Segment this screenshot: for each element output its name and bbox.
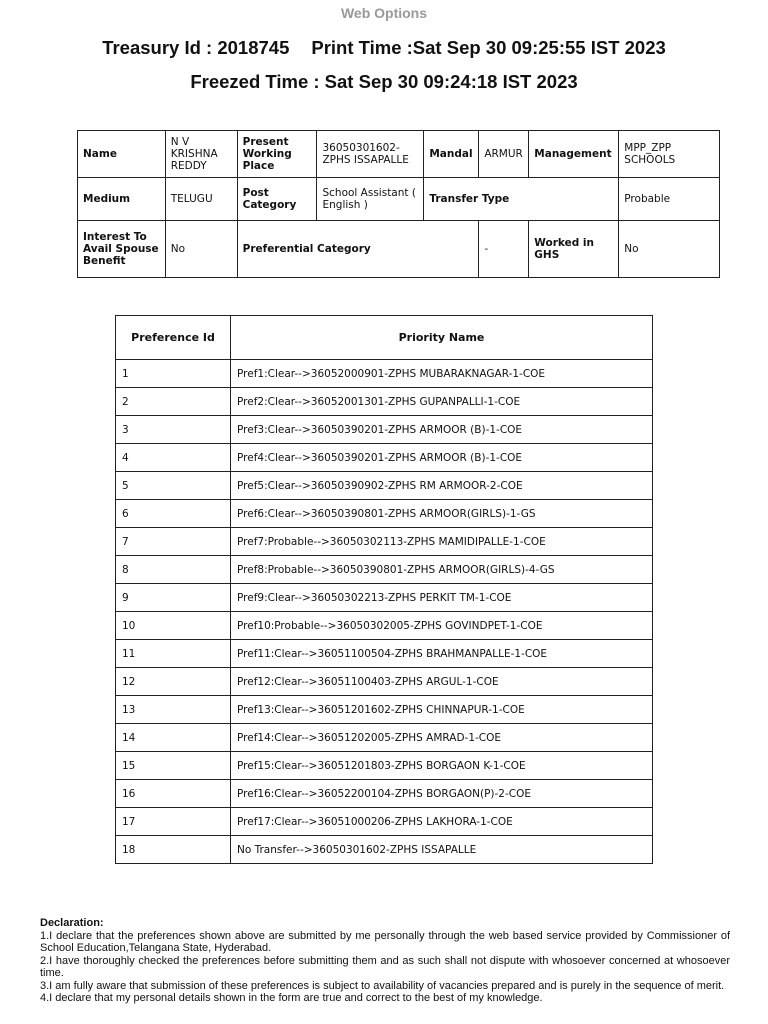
mandal-label: Mandal — [424, 131, 479, 178]
name-label: Name — [78, 131, 166, 178]
spouse-benefit-label: Interest To Avail Spouse Benefit — [78, 221, 166, 278]
worked-in-ghs-label: Worked in GHS — [529, 221, 619, 278]
transfer-type-value: Probable — [619, 178, 720, 221]
preferences-table — [115, 315, 653, 864]
table-row — [116, 780, 653, 808]
table-row — [116, 500, 653, 528]
table-row — [116, 388, 653, 416]
priority-name: Pref17:Clear-->36051000206-ZPHS LAKHORA-1-COE — [231, 808, 653, 836]
management-value: MPP_ZPP SCHOOLS — [619, 131, 720, 178]
table-row — [116, 724, 653, 752]
present-working-place-value: 36050301602-ZPHS ISSAPALLE — [317, 131, 424, 178]
table-row — [116, 836, 653, 864]
preference-id: 17 — [116, 808, 231, 836]
priority-name: Pref6:Clear-->36050390801-ZPHS ARMOOR(GIRLS)-1-GS — [231, 500, 653, 528]
table-row — [116, 416, 653, 444]
priority-name: Pref15:Clear-->36051201803-ZPHS BORGAON K-1-COE — [231, 752, 653, 780]
employee-info-table — [77, 130, 720, 278]
mandal-value: ARMUR — [479, 131, 529, 178]
management-label: Management — [529, 131, 619, 178]
name-value: N V KRISHNA REDDY — [165, 131, 237, 178]
priority-name-header: Priority Name — [231, 316, 653, 360]
header-line-1 — [0, 37, 768, 59]
present-working-place-label: Present Working Place — [237, 131, 317, 178]
priority-name: Pref7:Probable-->36050302113-ZPHS MAMIDIPALLE-1-COE — [231, 528, 653, 556]
priority-name: Pref4:Clear-->36050390201-ZPHS ARMOOR (B)-1-COE — [231, 444, 653, 472]
declaration-item: 1.I declare that the preferences shown above are submitted by me personally through the web based service provided by Commissioner of School Education,Telangana State, Hyderabad. — [40, 929, 730, 954]
declaration-item: 3.I am fully aware that submission of these preferences is subject to availability of vacancies prepared and is purely in the sequence of merit. — [40, 979, 725, 992]
priority-name: Pref11:Clear-->36051100504-ZPHS BRAHMANPALLE-1-COE — [231, 640, 653, 668]
preference-id: 10 — [116, 612, 231, 640]
preference-id: 7 — [116, 528, 231, 556]
preference-id: 14 — [116, 724, 231, 752]
priority-name: Pref13:Clear-->36051201602-ZPHS CHINNAPUR-1-COE — [231, 696, 653, 724]
medium-value: TELUGU — [165, 178, 237, 221]
priority-name: Pref2:Clear-->36052001301-ZPHS GUPANPALLI-1-COE — [231, 388, 653, 416]
preference-id: 8 — [116, 556, 231, 584]
preference-id: 1 — [116, 360, 231, 388]
preferential-category-label: Preferential Category — [237, 221, 479, 278]
preference-id: 12 — [116, 668, 231, 696]
declaration-section — [40, 917, 730, 1005]
table-row — [116, 360, 653, 388]
preference-id: 13 — [116, 696, 231, 724]
table-row — [116, 668, 653, 696]
table-row — [116, 808, 653, 836]
web-options-link[interactable]: Web Options — [340, 5, 428, 21]
preference-id: 5 — [116, 472, 231, 500]
declaration-item: 4.I declare that my personal details shown in the form are true and correct to the best of my knowledge. — [40, 992, 543, 1004]
treasury-id: Treasury Id : 2018745 — [102, 37, 290, 58]
priority-name: Pref8:Probable-->36050390801-ZPHS ARMOOR(GIRLS)-4-GS — [231, 556, 653, 584]
medium-label: Medium — [78, 178, 166, 221]
priority-name: Pref3:Clear-->36050390201-ZPHS ARMOOR (B)-1-COE — [231, 416, 653, 444]
priority-name: Pref5:Clear-->36050390902-ZPHS RM ARMOOR-2-COE — [231, 472, 653, 500]
priority-name: Pref1:Clear-->36052000901-ZPHS MUBARAKNAGAR-1-COE — [231, 360, 653, 388]
preference-id: 6 — [116, 500, 231, 528]
declaration-heading: Declaration: — [40, 917, 104, 929]
priority-name: Pref16:Clear-->36052200104-ZPHS BORGAON(P)-2-COE — [231, 780, 653, 808]
transfer-type-label: Transfer Type — [424, 178, 619, 221]
table-row — [116, 612, 653, 640]
priority-name: Pref9:Clear-->36050302213-ZPHS PERKIT TM-1-COE — [231, 584, 653, 612]
table-row — [116, 444, 653, 472]
preference-id-header: Preference Id — [116, 316, 231, 360]
declaration-item: 2.I have thoroughly checked the preferences before submitting them and as such shall not dispute with whosoever concerned at whosoever time. — [40, 954, 730, 979]
post-category-value: School Assistant ( English ) — [317, 178, 424, 221]
spouse-benefit-value: No — [165, 221, 237, 278]
table-row — [116, 696, 653, 724]
preference-id: 15 — [116, 752, 231, 780]
preference-id: 11 — [116, 640, 231, 668]
table-row — [116, 752, 653, 780]
preference-id: 18 — [116, 836, 231, 864]
table-row — [116, 584, 653, 612]
priority-name: No Transfer-->36050301602-ZPHS ISSAPALLE — [231, 836, 653, 864]
preference-id: 4 — [116, 444, 231, 472]
priority-name: Pref14:Clear-->36051202005-ZPHS AMRAD-1-COE — [231, 724, 653, 752]
priority-name: Pref12:Clear-->36051100403-ZPHS ARGUL-1-COE — [231, 668, 653, 696]
preferential-category-value: - — [479, 221, 529, 278]
preference-id: 16 — [116, 780, 231, 808]
table-row — [116, 528, 653, 556]
worked-in-ghs-value: No — [619, 221, 720, 278]
table-row — [116, 556, 653, 584]
freezed-time: Freezed Time : Sat Sep 30 09:24:18 IST 2023 — [190, 71, 578, 92]
preference-id: 9 — [116, 584, 231, 612]
print-time: Print Time :Sat Sep 30 09:25:55 IST 2023 — [311, 37, 666, 58]
table-row — [116, 472, 653, 500]
priority-name: Pref10:Probable-->36050302005-ZPHS GOVINDPET-1-COE — [231, 612, 653, 640]
table-row — [116, 640, 653, 668]
post-category-label: Post Category — [237, 178, 317, 221]
preference-id: 2 — [116, 388, 231, 416]
preference-id: 3 — [116, 416, 231, 444]
